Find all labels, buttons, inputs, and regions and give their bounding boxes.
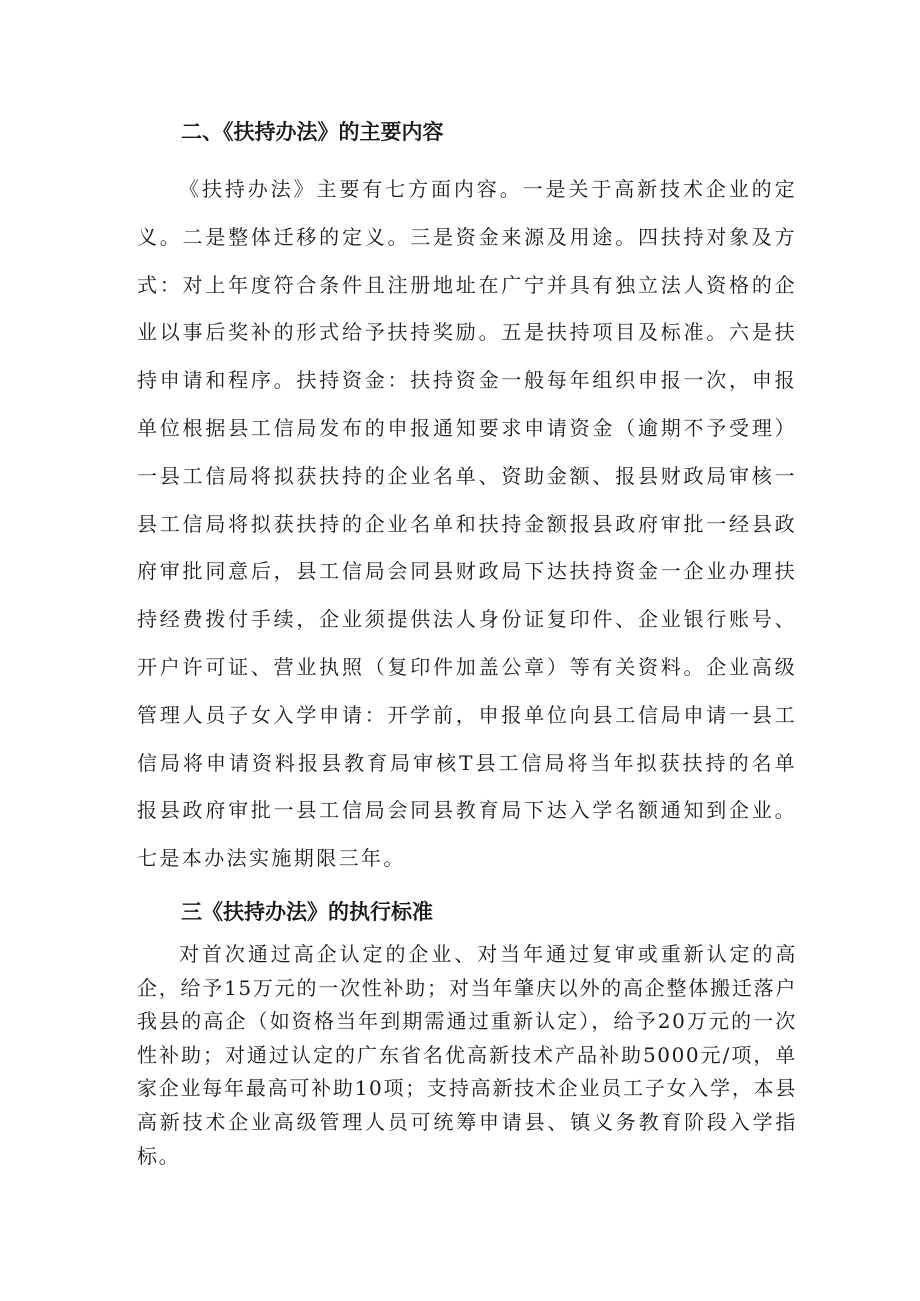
section-2-heading: 二、《扶持办法》的主要内容	[181, 120, 444, 144]
section-2-body: 《扶持办法》主要有七方面内容。一是关于高新技术企业的定义。二是整体迁移的定义。三是资金来源及用途。四扶持对象及方式：对上年度符合条件且注册地址在广宁并具有独立法人资格的企业以事后奖补的形式给予扶持奖励。五是扶持项目及标准。六是扶持申请和程序。扶持资金：扶持资金一般每年组织申报一次，申报单位根据县工信局发布的申报通知要求申请资金（逾期不予受理）一县工信局将拟获扶持的企业名单、资助金额、报县财政局审核一县工信局将拟获扶持的企业名单和扶持金额报县政府审批一经县政府审批同意后，县工信局会同县财政局下达扶持资金一企业办理扶持经费拨付手续，企业须提供法人身份证复印件、企业银行账号、开户许可证、营业执照（复印件加盖公章）等有关资料。企业高级管理人员子女入学申请：开学前，申报单位向县工信局申请一县工信局将申请资料报县教育局审核T县工信局将当年拟获扶持的名单报县政府审批一县工信局会同县教育局下达入学名额通知到企业。七是本办法实施期限三年。	[137, 177, 797, 871]
section-3-body: 对首次通过高企认定的企业、对当年通过复审或重新认定的高企，给予15万元的一次性补助；对当年肇庆以外的高企整体搬迁落户我县的高企（如资格当年到期需通过重新认定），给予20万元的一次性补助；对通过认定的广东省名优高新技术产品补助5000元/项，单家企业每年最高可补助10项；支持高新技术企业员工子女入学，本县高新技术企业高级管理人员可统筹申请县、镇义务教育阶段入学指标。	[137, 942, 797, 1168]
section-3-heading: 三《扶持办法》的执行标准	[181, 900, 433, 924]
